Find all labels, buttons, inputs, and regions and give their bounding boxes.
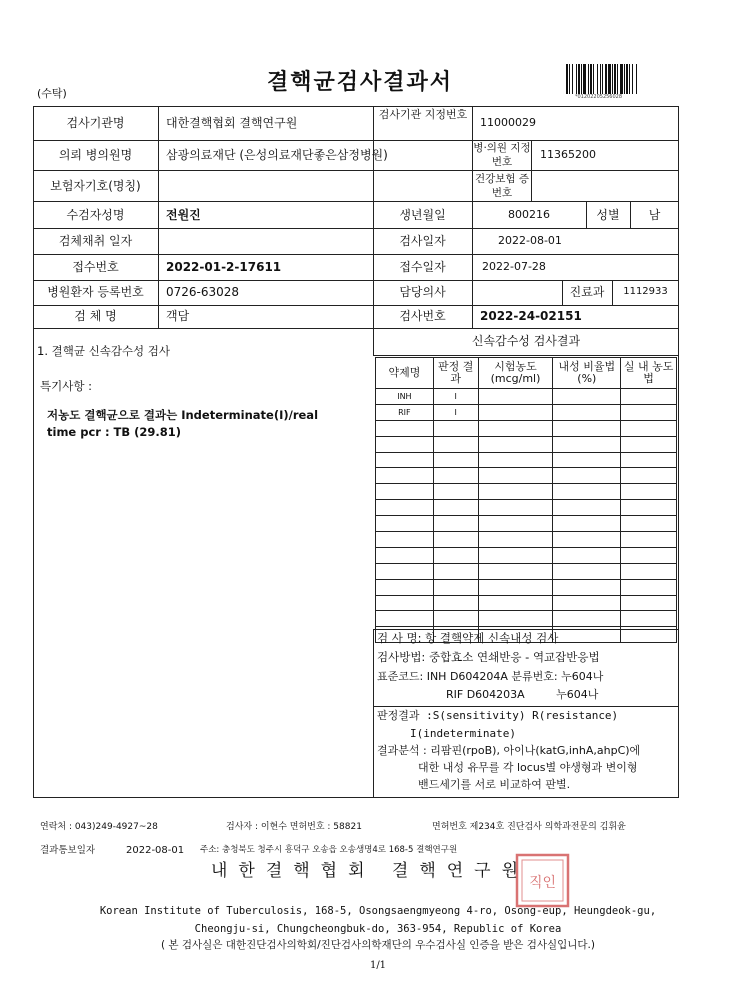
table-cell — [553, 484, 621, 500]
table-cell — [376, 500, 434, 516]
report-date: 2022-08-01 — [126, 845, 185, 856]
sex-value: 남 — [648, 208, 661, 222]
table-cell — [376, 611, 434, 627]
table-cell — [433, 595, 478, 611]
table-cell — [433, 436, 478, 452]
result-table — [375, 357, 677, 643]
patient-name: 전원진 — [166, 208, 201, 222]
table-cell — [553, 420, 621, 436]
table-cell — [433, 420, 478, 436]
table-cell — [478, 500, 553, 516]
table-cell — [621, 484, 677, 500]
hospital-label: 의뢰 병의원명 — [58, 148, 133, 162]
receive-date-label: 접수일자 — [399, 260, 446, 274]
test-no: 2022-24-02151 — [480, 309, 582, 323]
table-cell — [433, 563, 478, 579]
table-cell — [553, 563, 621, 579]
judge-line-2: I(indeterminate) — [410, 727, 516, 740]
lab-label: 검사기관명 — [66, 116, 125, 130]
table-cell — [376, 532, 434, 548]
table-cell — [621, 595, 677, 611]
table-row-empty — [376, 468, 677, 484]
header-judgement: 판정 결과 — [433, 358, 478, 389]
table-cell — [478, 420, 553, 436]
table-cell — [621, 547, 677, 563]
page-title: 결핵균검사결과서 — [266, 70, 454, 95]
patient-reg-label: 병원환자 등록번호 — [47, 285, 144, 299]
table-cell — [433, 611, 478, 627]
table-cell — [433, 452, 478, 468]
table-cell — [621, 579, 677, 595]
table-cell — [478, 547, 553, 563]
address-en-1: Korean Institute of Tuberculosis, 168-5, Osongsaengmyeong 4-ro, Osong-eup, Heungdeok-gu, — [99, 905, 657, 917]
test-no-label: 검사번호 — [399, 309, 446, 323]
table-cell — [433, 516, 478, 532]
table-cell — [621, 389, 677, 405]
table-cell — [376, 420, 434, 436]
table-cell — [376, 468, 434, 484]
table-cell — [478, 516, 553, 532]
insurance-label: 보험자기호(명칭) — [50, 179, 141, 193]
test-date-label: 검사일자 — [399, 234, 446, 248]
table-row-empty — [376, 436, 677, 452]
table-row — [376, 389, 677, 405]
barcode-text: *01202205256028 — [575, 94, 623, 100]
birth-value: 800216 — [508, 208, 550, 221]
table-cell — [553, 436, 621, 452]
lab-code-label: 검사기관 지정번호 — [378, 108, 468, 121]
receipt-label: (수탁) — [37, 87, 67, 100]
footer-license: 면허번호 제234호 진단검사 의학과전문의 김휘윤 — [432, 822, 626, 832]
report-date-label: 결과통보일자 — [40, 845, 96, 856]
analysis-line-2: 대한 내성 유무를 각 locus별 야생형과 변이형 — [418, 761, 638, 774]
specimen-value: 객담 — [166, 309, 190, 323]
table-cell — [433, 579, 478, 595]
footer-address: 주소: 충청북도 청주시 흥덕구 오송읍 오송생명4로 168-5 결핵연구원 — [200, 845, 458, 855]
barcode — [566, 64, 648, 94]
table-cell — [478, 389, 553, 405]
birth-label: 생년월일 — [399, 208, 446, 222]
patient-label: 수검자성명 — [66, 208, 125, 222]
table-cell — [478, 579, 553, 595]
table-cell — [621, 563, 677, 579]
table-cell — [621, 611, 677, 627]
specimen-label: 검 체 명 — [74, 309, 117, 323]
table-cell — [553, 452, 621, 468]
header-indoor: 실 내 농도법 — [621, 358, 677, 389]
table-cell — [553, 547, 621, 563]
table-cell — [376, 452, 434, 468]
table-cell — [553, 404, 621, 420]
accession-no: 2022-01-2-17611 — [166, 260, 282, 274]
table-cell — [376, 547, 434, 563]
table-cell — [621, 532, 677, 548]
table-cell — [553, 500, 621, 516]
table-cell — [478, 484, 553, 500]
header-proportion: 내성 비율법(%) — [553, 358, 621, 389]
table-cell — [553, 532, 621, 548]
header-drug: 약제명 — [376, 358, 434, 389]
table-cell — [478, 404, 553, 420]
table-cell — [553, 595, 621, 611]
table-row-empty — [376, 516, 677, 532]
table-cell — [376, 484, 434, 500]
table-cell — [553, 468, 621, 484]
table-cell: RIF — [376, 404, 434, 420]
table-row-empty — [376, 500, 677, 516]
analysis-line-1: 결과분석 : 리팜핀(rpoB), 아이나(katG,inhA,ahpC)에 — [377, 744, 641, 757]
table-cell — [433, 532, 478, 548]
table-cell — [553, 611, 621, 627]
table-row — [376, 404, 677, 420]
collect-label: 검체채취 일자 — [58, 234, 133, 248]
dept-value: 1112933 — [623, 286, 668, 297]
judge-line-1: 판정결과 :S(sensitivity) R(resistance) — [377, 709, 619, 722]
table-cell: INH — [376, 389, 434, 405]
official-seal-stamp — [515, 853, 570, 908]
footer-examiner: 검사자 : 이현수 면허번호 : 58821 — [226, 822, 362, 832]
lab-code: 11000029 — [480, 116, 536, 129]
hospital-code-label: 병·의원 지정번호 — [473, 142, 531, 168]
accession-label: 접수번호 — [72, 260, 119, 274]
table-cell — [376, 579, 434, 595]
hospital-name: 삼광의료재단 (은성의료재단좋은삼정병원) — [166, 148, 388, 162]
hospital-code: 11365200 — [540, 148, 596, 161]
table-cell — [621, 404, 677, 420]
address-en-2: Cheongju-si, Chungcheongbuk-do, 363-954, Republic of Korea — [194, 923, 562, 935]
table-cell — [433, 484, 478, 500]
table-cell — [553, 389, 621, 405]
table-cell — [376, 595, 434, 611]
table-cell — [433, 547, 478, 563]
table-cell — [621, 516, 677, 532]
table-cell — [478, 563, 553, 579]
table-cell — [478, 468, 553, 484]
remarks-line-2: time pcr : TB (29.81) — [47, 425, 182, 439]
table-row-empty — [376, 420, 677, 436]
lab-name: 대한결핵협회 결핵연구원 — [166, 116, 298, 130]
table-row-empty — [376, 595, 677, 611]
result-title: 신속감수성 검사결과 — [471, 334, 581, 348]
table-cell — [621, 436, 677, 452]
table-row-empty — [376, 484, 677, 500]
dept-label: 진료과 — [569, 285, 605, 299]
org-name: 내한결핵협회 결핵연구원 — [210, 861, 530, 881]
table-row-empty — [376, 579, 677, 595]
table-cell: I — [433, 389, 478, 405]
doctor-label: 담당의사 — [399, 285, 446, 299]
result-table-header — [376, 358, 677, 389]
method-method: 검사방법: 중합효소 연쇄반응 - 역교잡반응법 — [377, 650, 600, 664]
table-cell — [621, 420, 677, 436]
insurance-cert-label: 건강보험 증번호 — [474, 173, 530, 199]
table-row-empty — [376, 452, 677, 468]
table-cell — [376, 516, 434, 532]
page-number: 1/1 — [369, 960, 387, 971]
method-name: 검 사 명: 항 결핵약제 신속내성 검사 — [377, 631, 559, 645]
certification-note: ( 본 검사실은 대한진단검사의학회/진단검사의학재단의 우수검사실 인증을 받은 검사실입니다.) — [160, 939, 595, 951]
test-date: 2022-08-01 — [498, 234, 562, 247]
table-cell — [433, 468, 478, 484]
analysis-line-3: 밴드세기를 서로 비교하여 판별. — [418, 778, 571, 791]
table-cell — [553, 579, 621, 595]
table-cell — [478, 595, 553, 611]
table-cell — [478, 611, 553, 627]
table-cell — [433, 500, 478, 516]
method-code-2: RIF D604203A 누604나 — [446, 688, 599, 701]
table-row-empty — [376, 547, 677, 563]
table-cell — [553, 516, 621, 532]
table-cell — [621, 468, 677, 484]
remarks-label: 특기사항 : — [40, 379, 92, 393]
receive-date: 2022-07-28 — [482, 260, 546, 273]
table-cell — [376, 563, 434, 579]
method-code-1: 표준코드: INH D604204A 분류번호: 누604나 — [377, 670, 604, 683]
table-row-empty — [376, 611, 677, 627]
patient-reg-no: 0726-63028 — [166, 285, 240, 299]
remarks-line-1: 저농도 결핵균으로 결과는 Indeterminate(I)/real — [47, 408, 319, 422]
stamp-text: 직인 — [528, 875, 557, 891]
table-cell — [478, 436, 553, 452]
table-cell: I — [433, 404, 478, 420]
table-cell — [478, 452, 553, 468]
test-title: 1. 결핵균 신속감수성 검사 — [37, 344, 171, 358]
sex-label: 성별 — [596, 208, 620, 222]
table-row-empty — [376, 563, 677, 579]
footer-phone: 연락처 : 043)249-4927~28 — [40, 822, 158, 832]
table-cell — [621, 452, 677, 468]
table-cell — [478, 532, 553, 548]
table-cell — [621, 500, 677, 516]
table-cell — [376, 436, 434, 452]
table-row-empty — [376, 532, 677, 548]
header-concentration: 시험농도 (mcg/ml) — [478, 358, 553, 389]
